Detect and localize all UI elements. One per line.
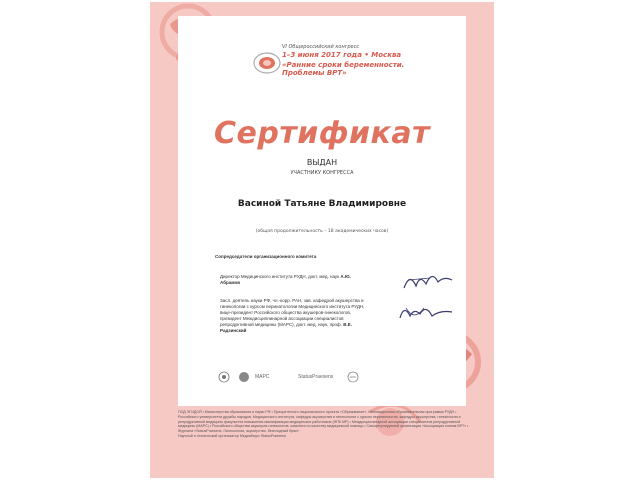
footer-organizer: Научный и технический организатор Медиабюро StatusPraesens [178, 433, 286, 438]
mars-logo: МАРС [255, 374, 270, 380]
partner-logos [218, 371, 438, 391]
signatory-1-name: А.Ю. Абрамов [220, 274, 351, 285]
signature-1 [400, 268, 456, 294]
signatory-2-title: Засл. деятель науки РФ, чл.-корр. РАН, зав. кафедрой акушерства и гинекологии с курсом перинатологии Медицинского института РУДН, вице-президент Российского общества акушеров-гинекологов, президент Междисциплинарной ассоциации специалистов репродуктивной медицины (МАРС), докт. мед. наук, проф. [220, 298, 365, 327]
certificate [150, 2, 494, 478]
signatory-2-name: В.Е. Радзинский [220, 322, 353, 333]
issued-label: ВЫДАН [306, 158, 338, 167]
signature-2 [396, 300, 456, 326]
cochairs-heading: Сопредседатели организационного комитета [215, 254, 317, 259]
footer-note [178, 410, 470, 439]
recipient-name: Васиной Татьяне Владимировне [237, 199, 407, 209]
congress-theme: «Ранние сроки беременности. Проблемы ВРТ» [282, 61, 405, 77]
participant-label: УЧАСТНИКУ КОНГРЕССА [290, 170, 354, 176]
ministry-seal-icon [218, 371, 230, 383]
statuspraesens-logo: StatusPraesens [298, 374, 334, 380]
duration-note: (общая продолжительность – 18 академических часов) [255, 229, 389, 234]
rudn-logo-icon [238, 371, 250, 383]
certificate-body [178, 16, 466, 406]
congress-date: 1–3 июня 2017 года • Москва [282, 51, 402, 59]
signatory-2 [220, 298, 365, 334]
footer-text: ПОД ЭГИДОЙ • Министерства образования и науки РФ • Приоритетного национального проекта «Образование», Инновационная образовательная программа РУДН • Российского университета дружбы народов, Медицинского института, кафедры акушерства и гинекологии с курсом перинатологии, кафедры акушерства, гинекологии и репродуктивной медицины факультета повышения квалификации медицинских работников (ФПК МР) • Междисциплинарной ассоциации специалистов репродуктивной медицины (МАРС) • Российского общества акушеров-гинекологов, комитета по качеству медицинской помощи • Саморегулируемой организации «Ассоциация клиник ВРТ» • Журнала «StatusPraesens. Гинекология, акушерство, бесплодный брак» [178, 410, 469, 434]
society-logo-icon [346, 371, 360, 383]
congress-emblem-icon [252, 50, 282, 76]
signatory-1-title: Директор Медицинского института РУДН, докт. мед. наук [220, 274, 340, 279]
certificate-title: Сертификат [213, 116, 431, 151]
signatory-1 [220, 274, 365, 286]
congress-name: VI Общероссийский конгресс [282, 44, 360, 50]
